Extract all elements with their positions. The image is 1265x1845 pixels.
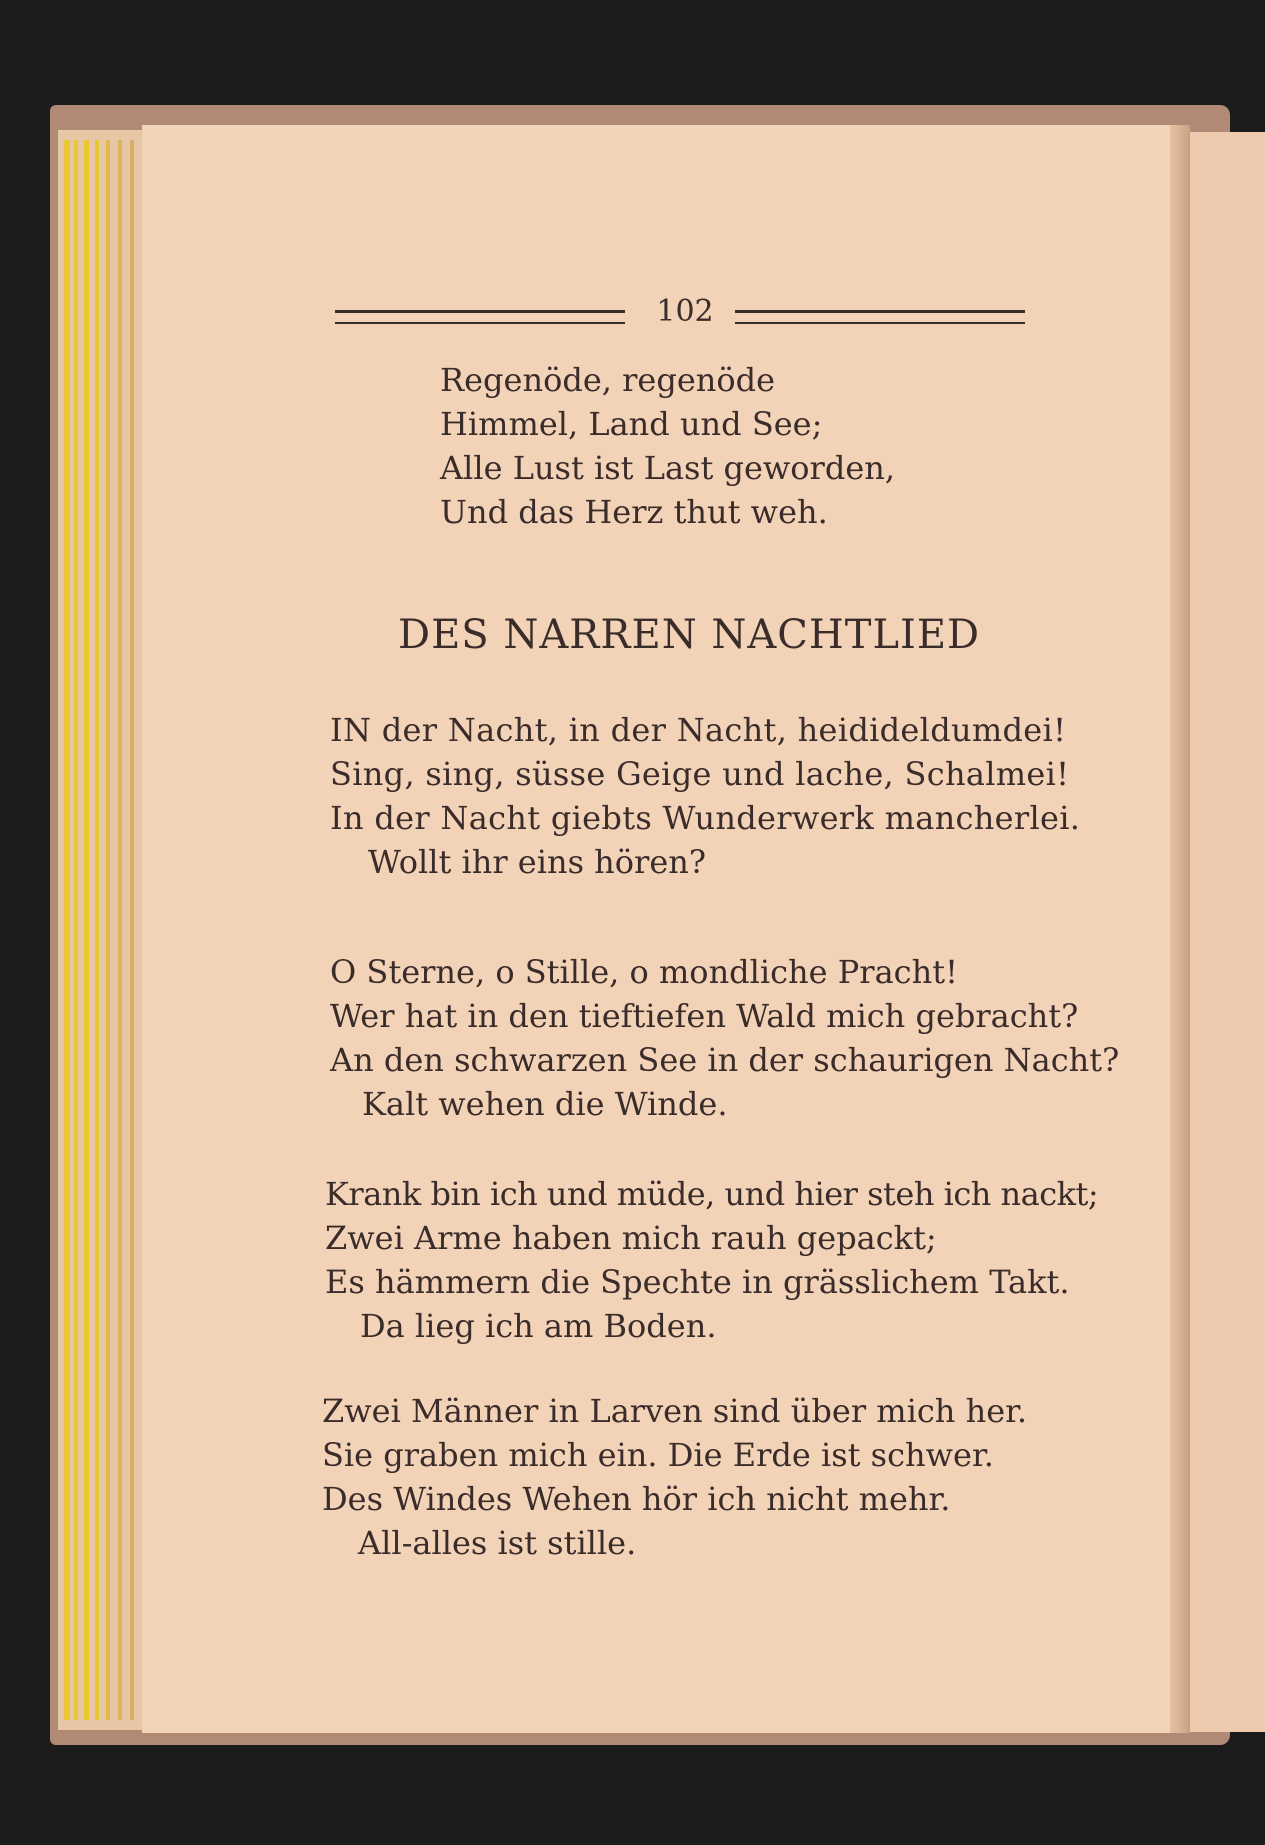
poem-title: DES NARREN NACHTLIED [398, 612, 981, 658]
gilt-edge [84, 140, 89, 1720]
verse-line: In der Nacht giebts Wunderwerk mancherlei. [330, 799, 1081, 837]
verse-line: Wer hat in den tieftiefen Wald mich gebracht? [330, 997, 1079, 1035]
verse-line: Wollt ihr eins hören? [368, 843, 707, 881]
verse-line: Zwei Männer in Larven sind über mich her. [322, 1392, 1028, 1430]
page-number: 102 [656, 294, 714, 329]
verse-line: Des Windes Wehen hör ich nicht mehr. [322, 1480, 951, 1518]
gilt-edge [118, 140, 122, 1720]
verse-line: Kalt wehen die Winde. [362, 1085, 728, 1123]
verse-line: Sing, sing, süsse Geige und lache, Schalmei! [330, 755, 1070, 793]
header-rule-right [735, 310, 1025, 324]
verse-line: Krank bin ich und müde, und hier steh ich nackt; [325, 1175, 1099, 1213]
verse-line: All-alles ist stille. [358, 1524, 637, 1562]
gilt-edge [106, 140, 110, 1720]
gilt-edge [64, 140, 70, 1720]
verse-line: Da lieg ich am Boden. [360, 1307, 717, 1345]
verse-line: Es hämmern die Spechte in grässlichem Takt. [325, 1263, 1070, 1301]
verse-line: Sie graben mich ein. Die Erde ist schwer. [322, 1436, 994, 1474]
book-gutter [1170, 125, 1190, 1733]
verse-line: O Sterne, o Stille, o mondliche Pracht! [330, 953, 958, 991]
gilt-edge [95, 140, 99, 1720]
verse-line: Zwei Arme haben mich rauh gepackt; [325, 1219, 937, 1257]
right-page-edge [1188, 132, 1265, 1732]
gilt-edge [74, 140, 78, 1720]
page-header [330, 292, 1030, 332]
verse-line: Himmel, Land und See; [440, 405, 823, 443]
verse-line: Und das Herz thut weh. [440, 493, 828, 531]
verse-line: An den schwarzen See in der schaurigen Nacht? [330, 1041, 1120, 1079]
verse-line: Regenöde, regenöde [440, 361, 776, 399]
verse-line: Alle Lust ist Last geworden, [440, 449, 896, 487]
header-rule-left [335, 310, 625, 324]
gilt-edge [130, 140, 134, 1720]
verse-line: IN der Nacht, in der Nacht, heidideldumdei! [330, 711, 1067, 749]
